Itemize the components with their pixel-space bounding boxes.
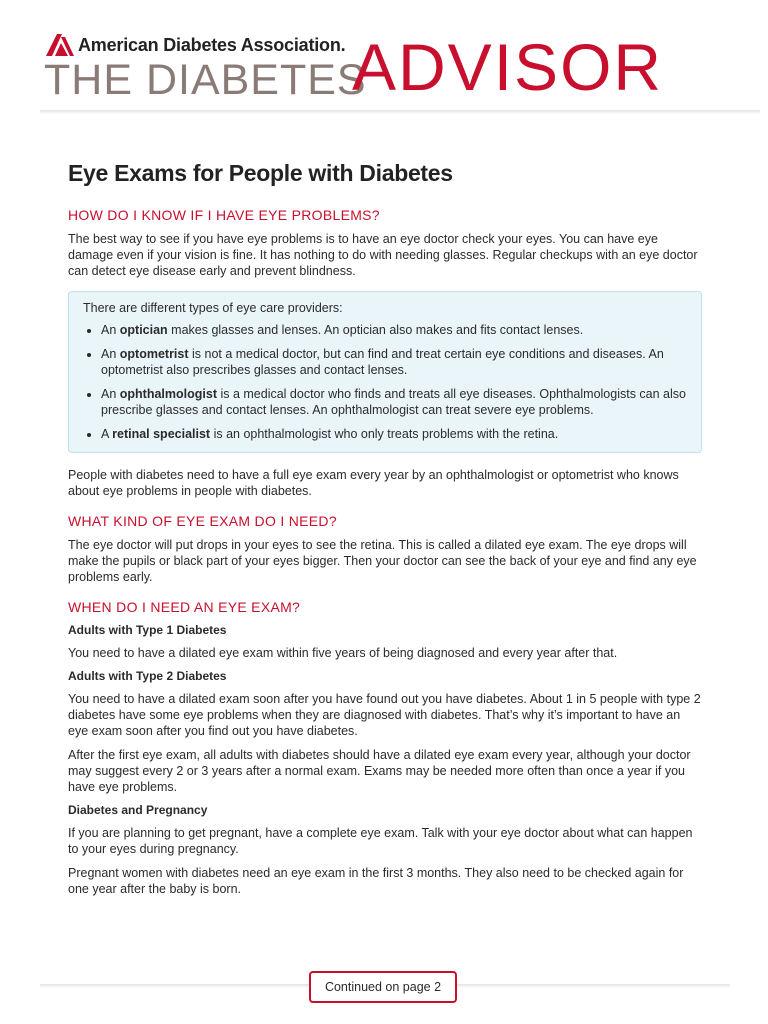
- org-branding: [46, 34, 345, 56]
- item-prefix: An: [101, 347, 120, 361]
- section-heading-when-exam: WHEN DO I NEED AN EYE EXAM?: [68, 599, 301, 615]
- section-paragraph: People with diabetes need to have a full eye exam every year by an ophthalmologist or optometrist who knows about eye problems in people with diabetes.: [68, 468, 679, 498]
- item-term: optician: [119, 323, 168, 337]
- org-name: American Diabetes Association.: [78, 34, 346, 55]
- masthead-divider: [40, 110, 760, 114]
- section-paragraph: The best way to see if you have eye problems is to have an eye doctor check your eyes. You can have eye damage even if your vision is fine. It has nothing to do with needing glasses. Regular checkups with an eye doctor can detect eye disease early and prevent blindness.: [68, 232, 698, 278]
- subheading-type1: Adults with Type 1 Diabetes: [68, 623, 227, 637]
- item-term: optometrist: [119, 347, 189, 361]
- section-paragraph: After the first eye exam, all adults with diabetes should have a dilated eye exam every year, although your doctor may suggest every 2 or 3 years after a normal exam. Exams may be needed more often than once a year if you have eye problems.: [68, 748, 691, 794]
- section-paragraph: If you are planning to get pregnant, have a complete eye exam. Talk with your eye doctor about what can happen to your eyes during pregnancy.: [68, 826, 693, 856]
- publication-name-small: THE DIABETES: [44, 56, 367, 104]
- section-paragraph: Pregnant women with diabetes need an eye exam in the first 3 months. They also need to be checked again for one year after the baby is born.: [68, 866, 684, 896]
- eye-care-providers-callout: [68, 291, 702, 453]
- callout-intro: There are different types of eye care providers:: [83, 301, 343, 315]
- item-prefix: A: [101, 427, 113, 441]
- publication-name-big: ADVISOR: [352, 30, 664, 104]
- subheading-type2: Adults with Type 2 Diabetes: [68, 669, 227, 683]
- item-text: is a medical doctor who finds and treats all eye diseases. Ophthalmologists can also prescribe glasses and contact lenses. An ophthalmologist can treat severe eye problems.: [101, 387, 686, 417]
- item-term: retinal specialist: [112, 427, 211, 441]
- item-term: ophthalmologist: [119, 387, 217, 401]
- list-item: [101, 346, 687, 378]
- item-text: is an ophthalmologist who only treats problems with the retina.: [210, 427, 559, 441]
- list-item: [101, 426, 687, 442]
- list-item: [101, 322, 687, 338]
- ada-logo-icon: [46, 34, 74, 56]
- section-paragraph: You need to have a dilated eye exam within five years of being diagnosed and every year after that.: [68, 646, 618, 660]
- item-text: makes glasses and lenses. An optician also makes and fits contact lenses.: [167, 323, 584, 337]
- item-prefix: An: [101, 323, 120, 337]
- masthead: [0, 0, 768, 120]
- continued-on-page-2: Continued on page 2: [309, 971, 457, 1003]
- article-body: [68, 160, 702, 905]
- list-item: [101, 386, 687, 418]
- section-heading-eye-problems: HOW DO I KNOW IF I HAVE EYE PROBLEMS?: [68, 207, 380, 223]
- section-heading-eye-exam-type: WHAT KIND OF EYE EXAM DO I NEED?: [68, 513, 337, 529]
- item-prefix: An: [101, 387, 120, 401]
- subheading-pregnancy: Diabetes and Pregnancy: [68, 803, 208, 817]
- page-title: Eye Exams for People with Diabetes: [68, 160, 453, 186]
- section-paragraph: You need to have a dilated exam soon after you have found out you have diabetes. About 1 in 5 people with type 2 diabetes have some eye problems when they are diagnosed with diabetes. That’s why it’s important to have an eye exam soon after you find out you have diabetes.: [68, 692, 701, 738]
- providers-list: [83, 322, 687, 442]
- item-text: is not a medical doctor, but can find and treat certain eye conditions and diseases. An optometrist also prescribes glasses and contact lenses.: [101, 347, 664, 377]
- page-footer: [0, 968, 768, 1008]
- section-paragraph: The eye doctor will put drops in your eyes to see the retina. This is called a dilated eye exam. The eye drops will make the pupils or black part of your eyes bigger. Then your doctor can see the back of your eye and find any eye problems early.: [68, 538, 697, 584]
